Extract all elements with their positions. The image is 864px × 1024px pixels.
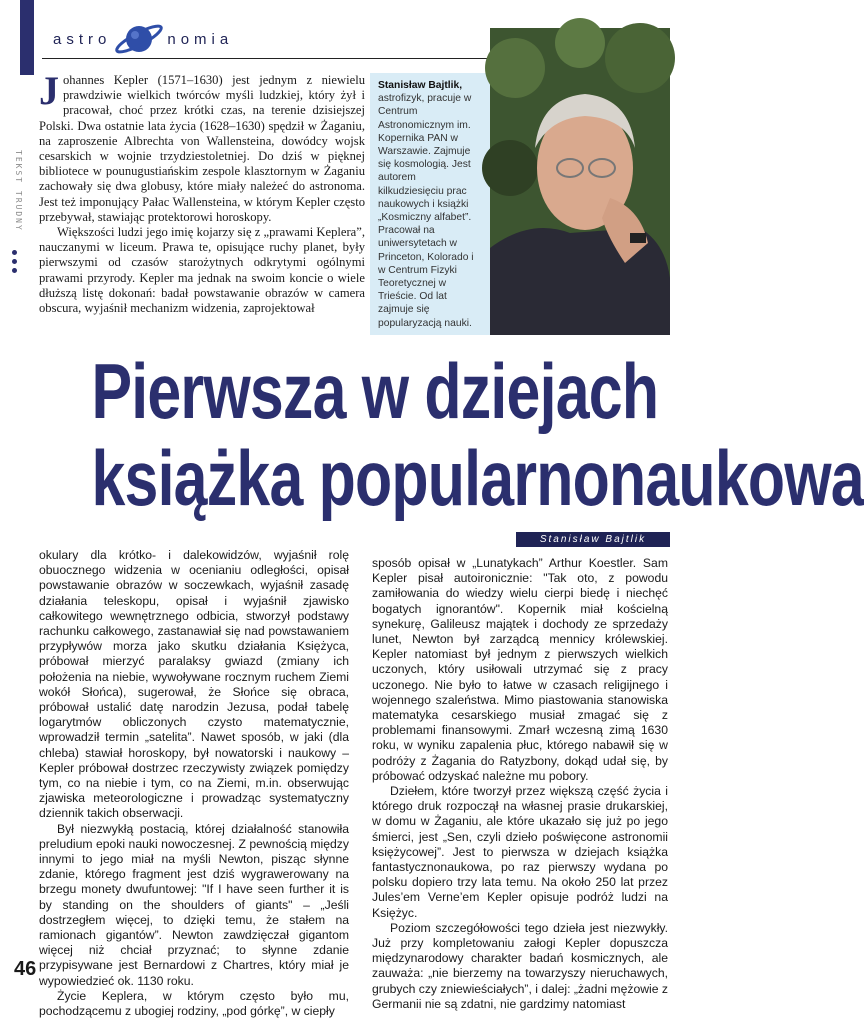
dropcap: J	[39, 68, 59, 113]
author-byline: Stanisław Bajtlik	[516, 532, 670, 547]
article-title	[15, 346, 864, 522]
author-photo	[490, 28, 670, 335]
logo-word-right: nomia	[167, 30, 234, 48]
planet-icon	[113, 18, 165, 60]
col2-paragraph-2: Dziełem, które tworzył przez większą część życia i którego druk rozpoczął na własnej prasie drukarskiej, w domu w Żaganiu, ale które ukazało się już po jego śmierci, jest „Sen, czyli dzieło poświęcone astronomii księżycowej”. Jest to pierwsza w dziejach książka fantastycznonaukowa, po raz pierwszy wydana po polsku dopiero trzy lata temu. Na około 250 lat przez Jules’em Verne’em Kepler opisuje podróż ludzi na Księżyc.	[372, 784, 668, 920]
author-name: Stanisław Bajtlik,	[378, 80, 463, 91]
col1-paragraph-2: Był niezwykłą postacią, której działalność stanowiła preludium epoki nauki nowoczesnej. Z pewnością między innymi to jego miał na myśli Newton, pisząc słynne zdanie, którego fragment jest dziś wygrawerowany na brzegu monety dwufuntowej: "If I have seen further it is by standing on the shoulders of giants" – „Jeśli dostrzegłem więcej, to dzięki temu, że stałem na ramionach gigantów”. Newton zawdzięczał gigantom więcej niż chciał przyznać; to słynne zdanie przypisywane jest Bernardowi z Chartres, który miał je wypowiedzieć ok. 1130 roku.	[39, 821, 349, 988]
col2-paragraph-1: sposób opisał w „Lunatykach” Arthur Koestler. Sam Kepler pisał autoironicznie: "Tak oto, z powodu zamiłowania do wiedzy wielu cierpi biedę i niechęć bogatych ignorantów". Kopernik miał kościelną synekurę, Galileusz majątek i dochody ze sprzedaży lunet, Newton był zarządcą mennicy królewskiej. Kepler natomiast był jednym z pierwszych wielkich uczonych, który usiłowali utrzymać się z pracy uczonego. Nie było to łatwe w czasach religijnego i wojennego szaleństwa. Mimo piastowania stanowiska matematyka cesarskiego musiał zmagać się z problemami finansowymi. Zmarł wczesną zimą 1630 roku, w wyniku zapalenia płuc, którego nabawił się w podróży z Żagania do Ratyzbony, dokąd udał się, by próbować odzyskać należne mu pobory.	[372, 556, 668, 783]
intro-text	[39, 68, 365, 316]
left-accent-bar	[20, 0, 34, 75]
author-bio-text: astrofizyk, pracuje w Centrum Astronomicznym im. Kopernika PAN w Warszawie. Zajmuje się kosmologią. Jest autorem kilkudziesięciu prac naukowych i książki „Kosmiczny alfabet”. Pracował na uniwersytetach w Princeton, Kolorado i w Centrum Fizyki Teoretycznej w Trieście. Od lat zajmuje się popularyzacją nauki.	[378, 93, 474, 329]
intro-paragraph-1: Johannes Kepler (1571–1630) jest jednym z niewielu prawdziwie wielkich twórców myśli ludzkiej, który żył i pracował, choć przez krótki czas, na terenie dzisiejszej Polski. Dwa ostatnie lata życia (1628–1630) spędził w Żaganiu, na zaproszenie Albrechta von Wallensteina, dowódcy wojsk cesarskich w wojnie trzydziestoletniej. Do dziś w pięknej bibliotece w pounugustiańskim zespole klasztornym w Żaganiu zachowały się dwa globusy, które miały należeć do astronoma. Jest też imponujący Pałac Wallensteina, w którym Kepler często przebywał, stawiając protektorowi horoskopy.	[39, 68, 365, 224]
difficulty-dots	[12, 250, 18, 277]
col1-paragraph-3: Życie Keplera, w którym często było mu, pochodzącemu z ubogiej rodziny, „pod górkę”, w ciepły	[39, 988, 349, 1019]
difficulty-tag: TEKST TRUDNY	[14, 150, 23, 232]
title-line-1: Pierwsza w dziejach	[91, 347, 659, 435]
logo-word-left: astro	[53, 30, 112, 48]
magazine-logo	[53, 18, 233, 60]
body-column-1	[39, 548, 349, 1019]
intro-paragraph-2: Większości ludzi jego imię kojarzy się z „prawami Keplera”, nauczanymi w liceum. Prawa te, opisujące ruchy planet, były pierwszymi od czasów starożytnych odkrytymi ogólnymi prawami przyrody. Kepler ma jednak na swoim koncie o wiele dłuższą listę dokonań: badał powstawanie obrazów w camera obscura, wyjaśnił mechanizm widzenia, zaprojektował	[39, 225, 365, 316]
col1-paragraph-1: okulary dla krótko- i dalekowidzów, wyjaśnił rolę obuocznego widzenia w ocenianiu odległości, opisał powstawanie obrazów w soczewkach, wyjaśnił zasadę działania teleskopu, opisał i wyjaśnił zjawisko całkowitego wewnętrznego odbicia, stworzył podstawy rachunku całkowego, zastanawiał się nad powstawaniem przypływów morza jako skutku działania Księżyca, próbował mierzyć paralaksy gwiazd (zmiany ich położenia na niebie, wywoływane rocznym ruchem Ziemi wokół Słońca), sugerował, że Słońce się obraca, próbował ustalić datę narodzin Jezusa, podał tabelę logarytmów obliczonych czysto matematycznie, wprowadził termin „satelita”. Nawet sposób, w jaki (dla chleba) stawiał horoskopy, był nowatorski i naukowy – Kepler próbował dostrzec rzeczywisty związek pomiędzy tym, co na niebie i tym, co na Ziemi, m.in. obserwując zjawiska meteorologiczne i prowadząc systematyczny dziennik takich obserwacji.	[39, 548, 349, 821]
col2-paragraph-3: Poziom szczegółowości tego dzieła jest niezwykły. Już przy kompletowaniu załogi Kepler dopuszcza międzynarodowy charakter badań kosmicznych, ale zauważa: „nie bierzemy na towarzyszy nieruchawych, grubych czy zniewieściałych”, i dalej: „żadni mężowie z Germanii nie są zdatni, nie gardzimy natomiast	[372, 920, 668, 1011]
title-line-2: książka popularnonaukowa	[91, 434, 864, 522]
body-column-2	[372, 556, 668, 1012]
author-bio-box	[370, 73, 490, 335]
page-number: 46	[14, 958, 37, 980]
